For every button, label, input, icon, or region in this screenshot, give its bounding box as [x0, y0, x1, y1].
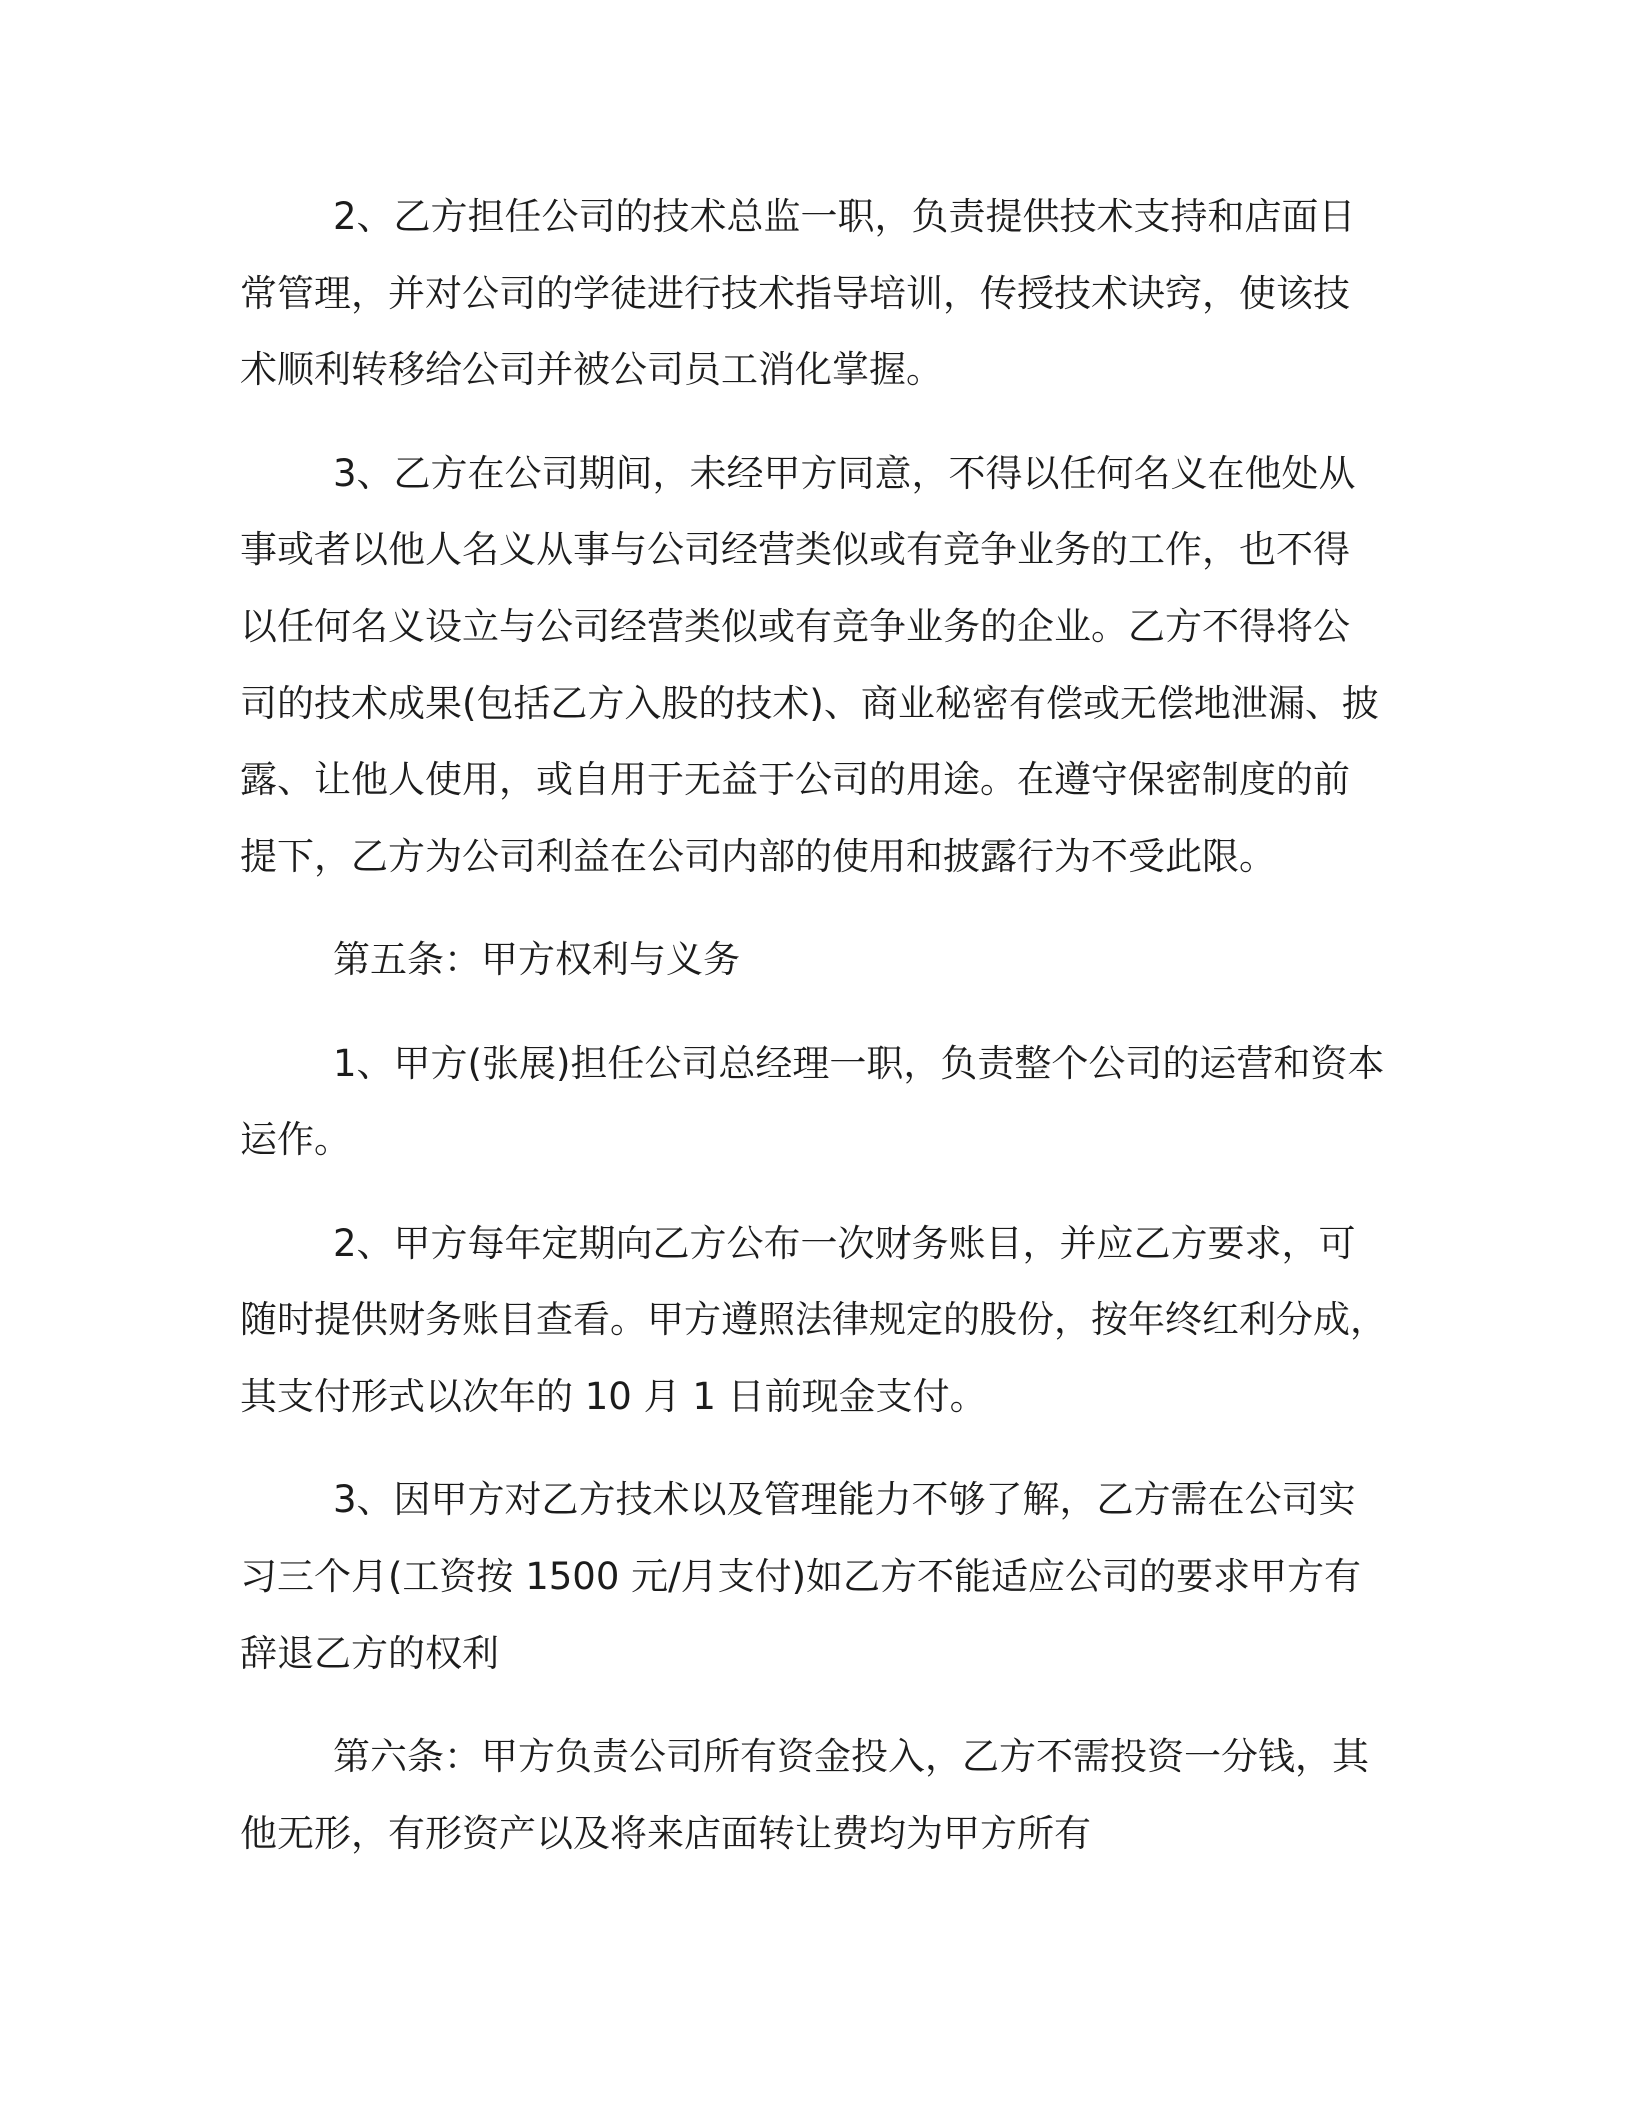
paragraph-line: 3、乙方在公司期间，未经甲方同意，不得以任何名义在他处从 [333, 451, 1356, 495]
article-heading-line: 第五条：甲方权利与义务 [333, 938, 740, 982]
clause-paragraph-party-a-right-1 [240, 1026, 1392, 1179]
clause-paragraph-party-a-right-3 [240, 1462, 1392, 1692]
paragraph-line: 术顺利转移给公司并被公司员工消化掌握。 [240, 348, 943, 392]
paragraph-line: 提下，乙方为公司利益在公司内部的使用和披露行为不受此限。 [240, 834, 1276, 878]
article-six-paragraph [240, 1719, 1392, 1872]
paragraph-line: 习三个月(工资按 1500 元/月支付)如乙方不能适应公司的要求甲方有 [240, 1554, 1362, 1598]
paragraph-line: 随时提供财务账目查看。甲方遵照法律规定的股份，按年终红利分成， [240, 1298, 1387, 1342]
paragraph-line: 2、甲方每年定期向乙方公布一次财务账目，并应乙方要求，可 [333, 1221, 1356, 1265]
paragraph-line: 第六条：甲方负责公司所有资金投入，乙方不需投资一分钱，其 [333, 1734, 1369, 1778]
paragraph-line: 司的技术成果(包括乙方入股的技术)、商业秘密有偿或无偿地泄漏、披 [240, 681, 1379, 725]
paragraph-line: 1、甲方(张展)担任公司总经理一职，负责整个公司的运营和资本 [333, 1041, 1385, 1085]
clause-paragraph-party-b-duty-3 [240, 436, 1392, 896]
paragraph-line: 2、乙方担任公司的技术总监一职，负责提供技术支持和店面日 [333, 195, 1356, 238]
article-five-heading [240, 922, 1392, 999]
paragraph-line: 事或者以他人名义从事与公司经营类似或有竞争业务的工作，也不得 [240, 528, 1350, 572]
paragraph-line: 露、让他人使用，或自用于无益于公司的用途。在遵守保密制度的前 [240, 758, 1350, 802]
paragraph-line: 3、因甲方对乙方技术以及管理能力不够了解，乙方需在公司实 [333, 1478, 1356, 1522]
paragraph-line: 其支付形式以次年的 10 月 1 日前现金支付。 [240, 1374, 987, 1418]
clause-paragraph-party-b-duty-2 [240, 179, 1392, 409]
paragraph-line: 常管理，并对公司的学徒进行技术指导培训，传授技术诀窍，使该技 [240, 271, 1350, 315]
clause-paragraph-party-a-right-2 [240, 1206, 1392, 1436]
paragraph-line: 以任何名义设立与公司经营类似或有竞争业务的企业。乙方不得将公 [240, 604, 1350, 648]
paragraph-line: 运作。 [240, 1118, 351, 1162]
paragraph-line: 辞退乙方的权利 [240, 1631, 499, 1675]
paragraph-line: 他无形，有形资产以及将来店面转让费均为甲方所有 [240, 1811, 1091, 1855]
